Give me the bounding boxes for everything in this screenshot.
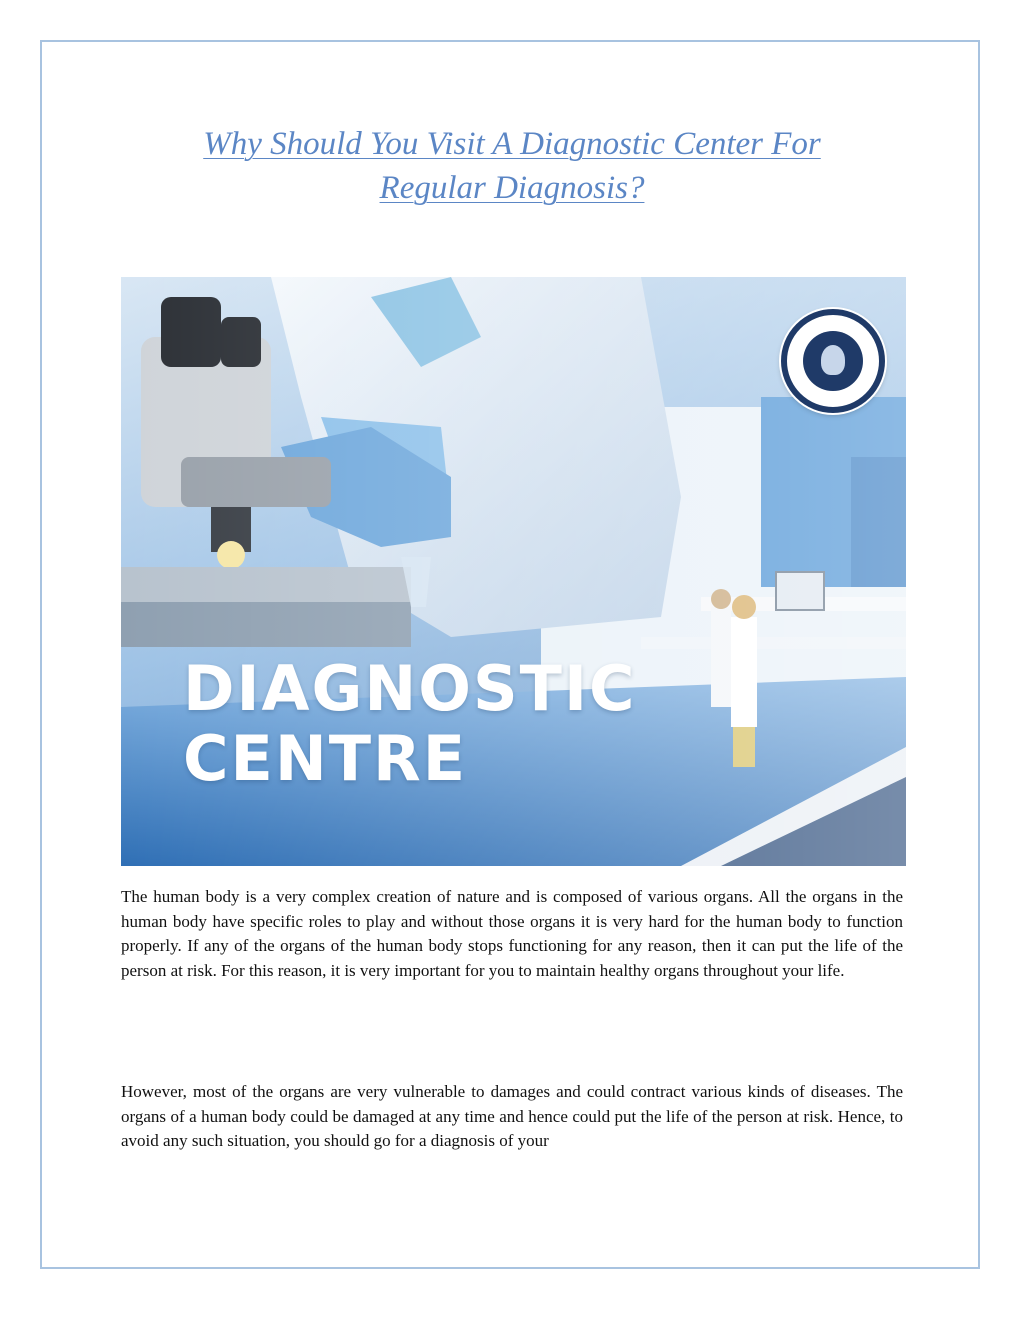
- body-paragraph-1: The human body is a very complex creation of nature and is composed of various organs. All the organs in the human body have specific roles to play and without those organs it is very hard for the human body to function properly. If any of the organs of the human body stops functioning for any reason, then it can put the life of the person at risk. For this reason, it is very important for you to maintain healthy organs throughout your life.: [121, 887, 903, 980]
- hero-caption: [183, 652, 637, 795]
- hero-caption-line-2: CENTRE: [183, 722, 468, 795]
- page-title: [120, 122, 904, 210]
- body-paragraph-2: However, most of the organs are very vulnerable to damages and could contract various kinds of diseases. The organs of a human body could be damaged at any time and hence could put the life of the person at risk. Hence, to avoid any such situation, you should go for a diagnosis of your: [121, 1082, 903, 1151]
- hero-caption-line-1: DIAGNOSTIC: [183, 652, 637, 725]
- seal-emblem-icon: [803, 331, 863, 391]
- healthcare-seal-icon: [781, 309, 885, 413]
- hero-image: [121, 277, 906, 866]
- title-line-2: Regular Diagnosis?: [379, 170, 645, 206]
- title-line-1: Why Should You Visit A Diagnostic Center For: [203, 126, 821, 162]
